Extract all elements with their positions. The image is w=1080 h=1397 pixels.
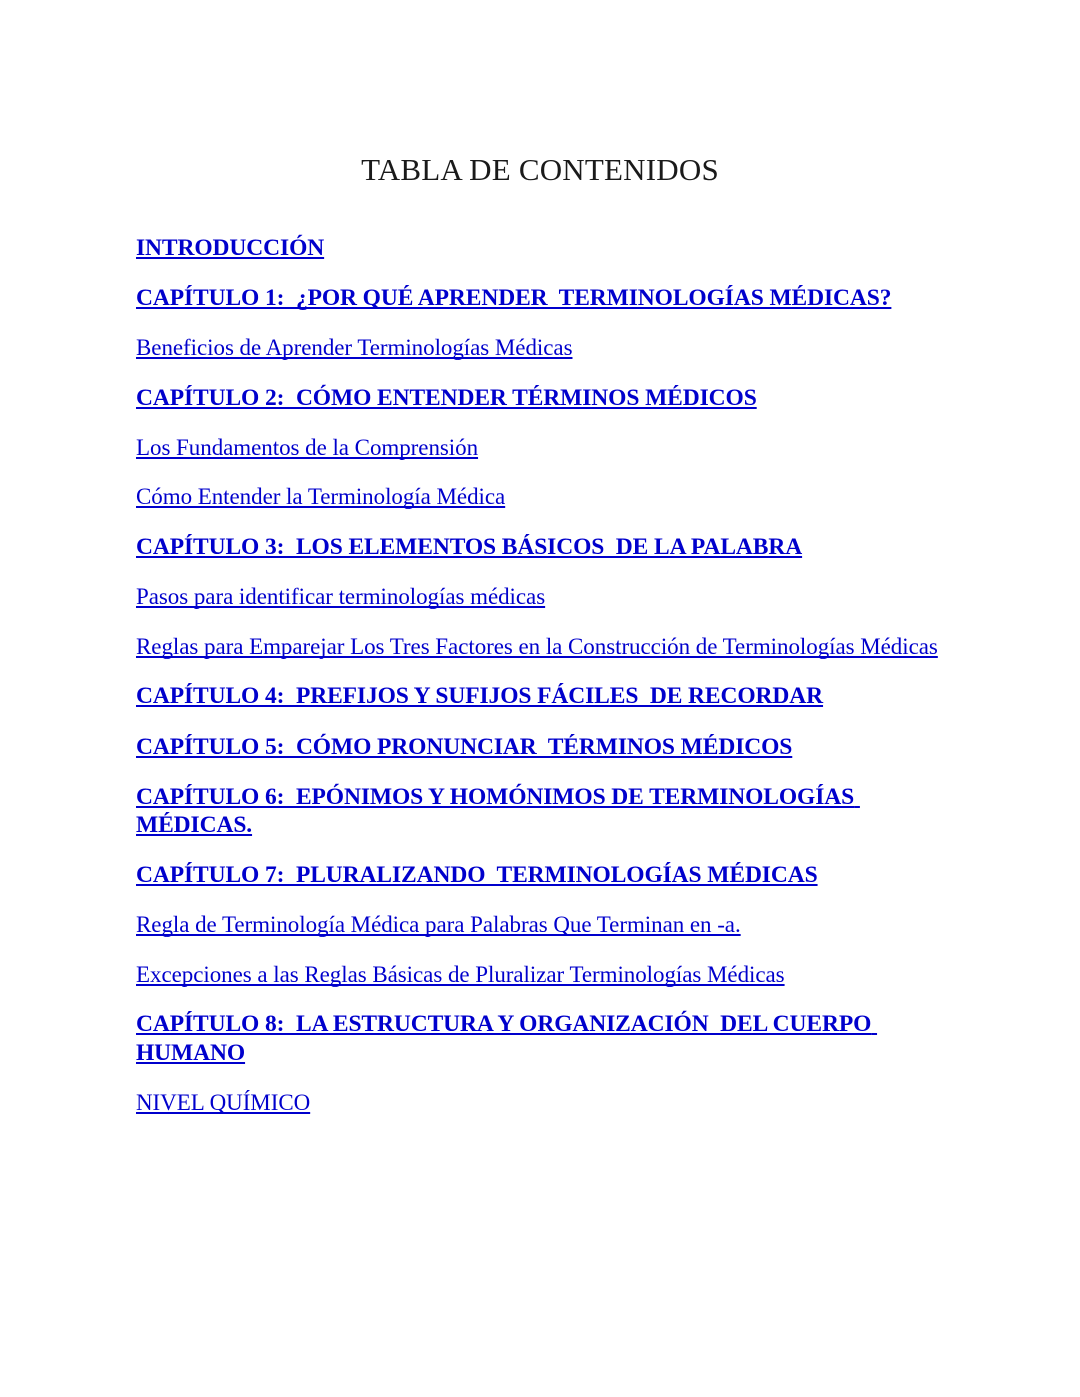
toc-sub-entry[interactable] xyxy=(136,911,960,939)
toc-chapter-entry[interactable] xyxy=(136,384,960,412)
toc-chapter-entry[interactable] xyxy=(136,783,960,839)
toc-entry-link[interactable]: Los Fundamentos de la Comprensión xyxy=(136,434,479,460)
toc-entry-link[interactable]: Reglas para Emparejar Los Tres Factores en la Construcción de Terminologías Médicas xyxy=(136,633,938,659)
toc-chapter-entry[interactable] xyxy=(136,284,960,312)
toc-entry-link[interactable]: INTRODUCCIÓN xyxy=(136,234,325,261)
toc-sub-entry[interactable] xyxy=(136,633,960,661)
toc-entry-link[interactable]: CAPÍTULO 7: PLURALIZANDO TERMINOLOGÍAS MÉDICAS xyxy=(136,862,818,889)
toc-entry-link[interactable]: NIVEL QUÍMICO xyxy=(136,1089,311,1115)
toc-sub-entry[interactable] xyxy=(136,583,960,611)
toc-entry-link[interactable]: CAPÍTULO 2: CÓMO ENTENDER TÉRMINOS MÉDICOS xyxy=(136,384,757,411)
toc-entry-link[interactable]: CAPÍTULO 6: EPÓNIMOS Y HOMÓNIMOS DE TERMINOLOGÍAS MÉDICAS. xyxy=(136,783,860,838)
toc-sub-entry[interactable] xyxy=(136,1089,960,1117)
toc-sub-entry[interactable] xyxy=(136,961,960,989)
toc-entry-link[interactable]: Regla de Terminología Médica para Palabras Que Terminan en -a. xyxy=(136,912,741,938)
toc-chapter-entry[interactable] xyxy=(136,861,960,889)
toc-chapter-entry[interactable] xyxy=(136,533,960,561)
toc-entry-link[interactable]: CAPÍTULO 4: PREFIJOS Y SUFIJOS FÁCILES DE RECORDAR xyxy=(136,683,824,710)
toc-entry-link[interactable]: CAPÍTULO 5: CÓMO PRONUNCIAR TÉRMINOS MÉDICOS xyxy=(136,733,793,760)
toc-entry-link[interactable]: Excepciones a las Reglas Básicas de Pluralizar Terminologías Médicas xyxy=(136,961,785,987)
toc-sub-entry[interactable] xyxy=(136,334,960,362)
toc-chapter-entry[interactable] xyxy=(136,234,960,262)
toc-entry-link[interactable]: CAPÍTULO 3: LOS ELEMENTOS BÁSICOS DE LA PALABRA xyxy=(136,533,803,560)
toc-chapter-entry[interactable] xyxy=(136,682,960,710)
toc-entry-link[interactable]: Beneficios de Aprender Terminologías Médicas xyxy=(136,335,573,361)
toc-chapter-entry[interactable] xyxy=(136,1010,960,1066)
table-of-contents xyxy=(0,188,1080,1117)
toc-entry-link[interactable]: Pasos para identificar terminologías médicas xyxy=(136,584,546,610)
toc-chapter-entry[interactable] xyxy=(136,733,960,761)
toc-sub-entry[interactable] xyxy=(136,434,960,462)
toc-entry-link[interactable]: CAPÍTULO 1: ¿POR QUÉ APRENDER TERMINOLOGÍAS MÉDICAS? xyxy=(136,284,892,311)
page-title: TABLA DE CONTENIDOS xyxy=(361,152,719,187)
toc-entry-link[interactable]: Cómo Entender la Terminología Médica xyxy=(136,484,506,510)
toc-sub-entry[interactable] xyxy=(136,483,960,511)
toc-entry-link[interactable]: CAPÍTULO 8: LA ESTRUCTURA Y ORGANIZACIÓN DEL CUERPO HUMANO xyxy=(136,1011,878,1066)
